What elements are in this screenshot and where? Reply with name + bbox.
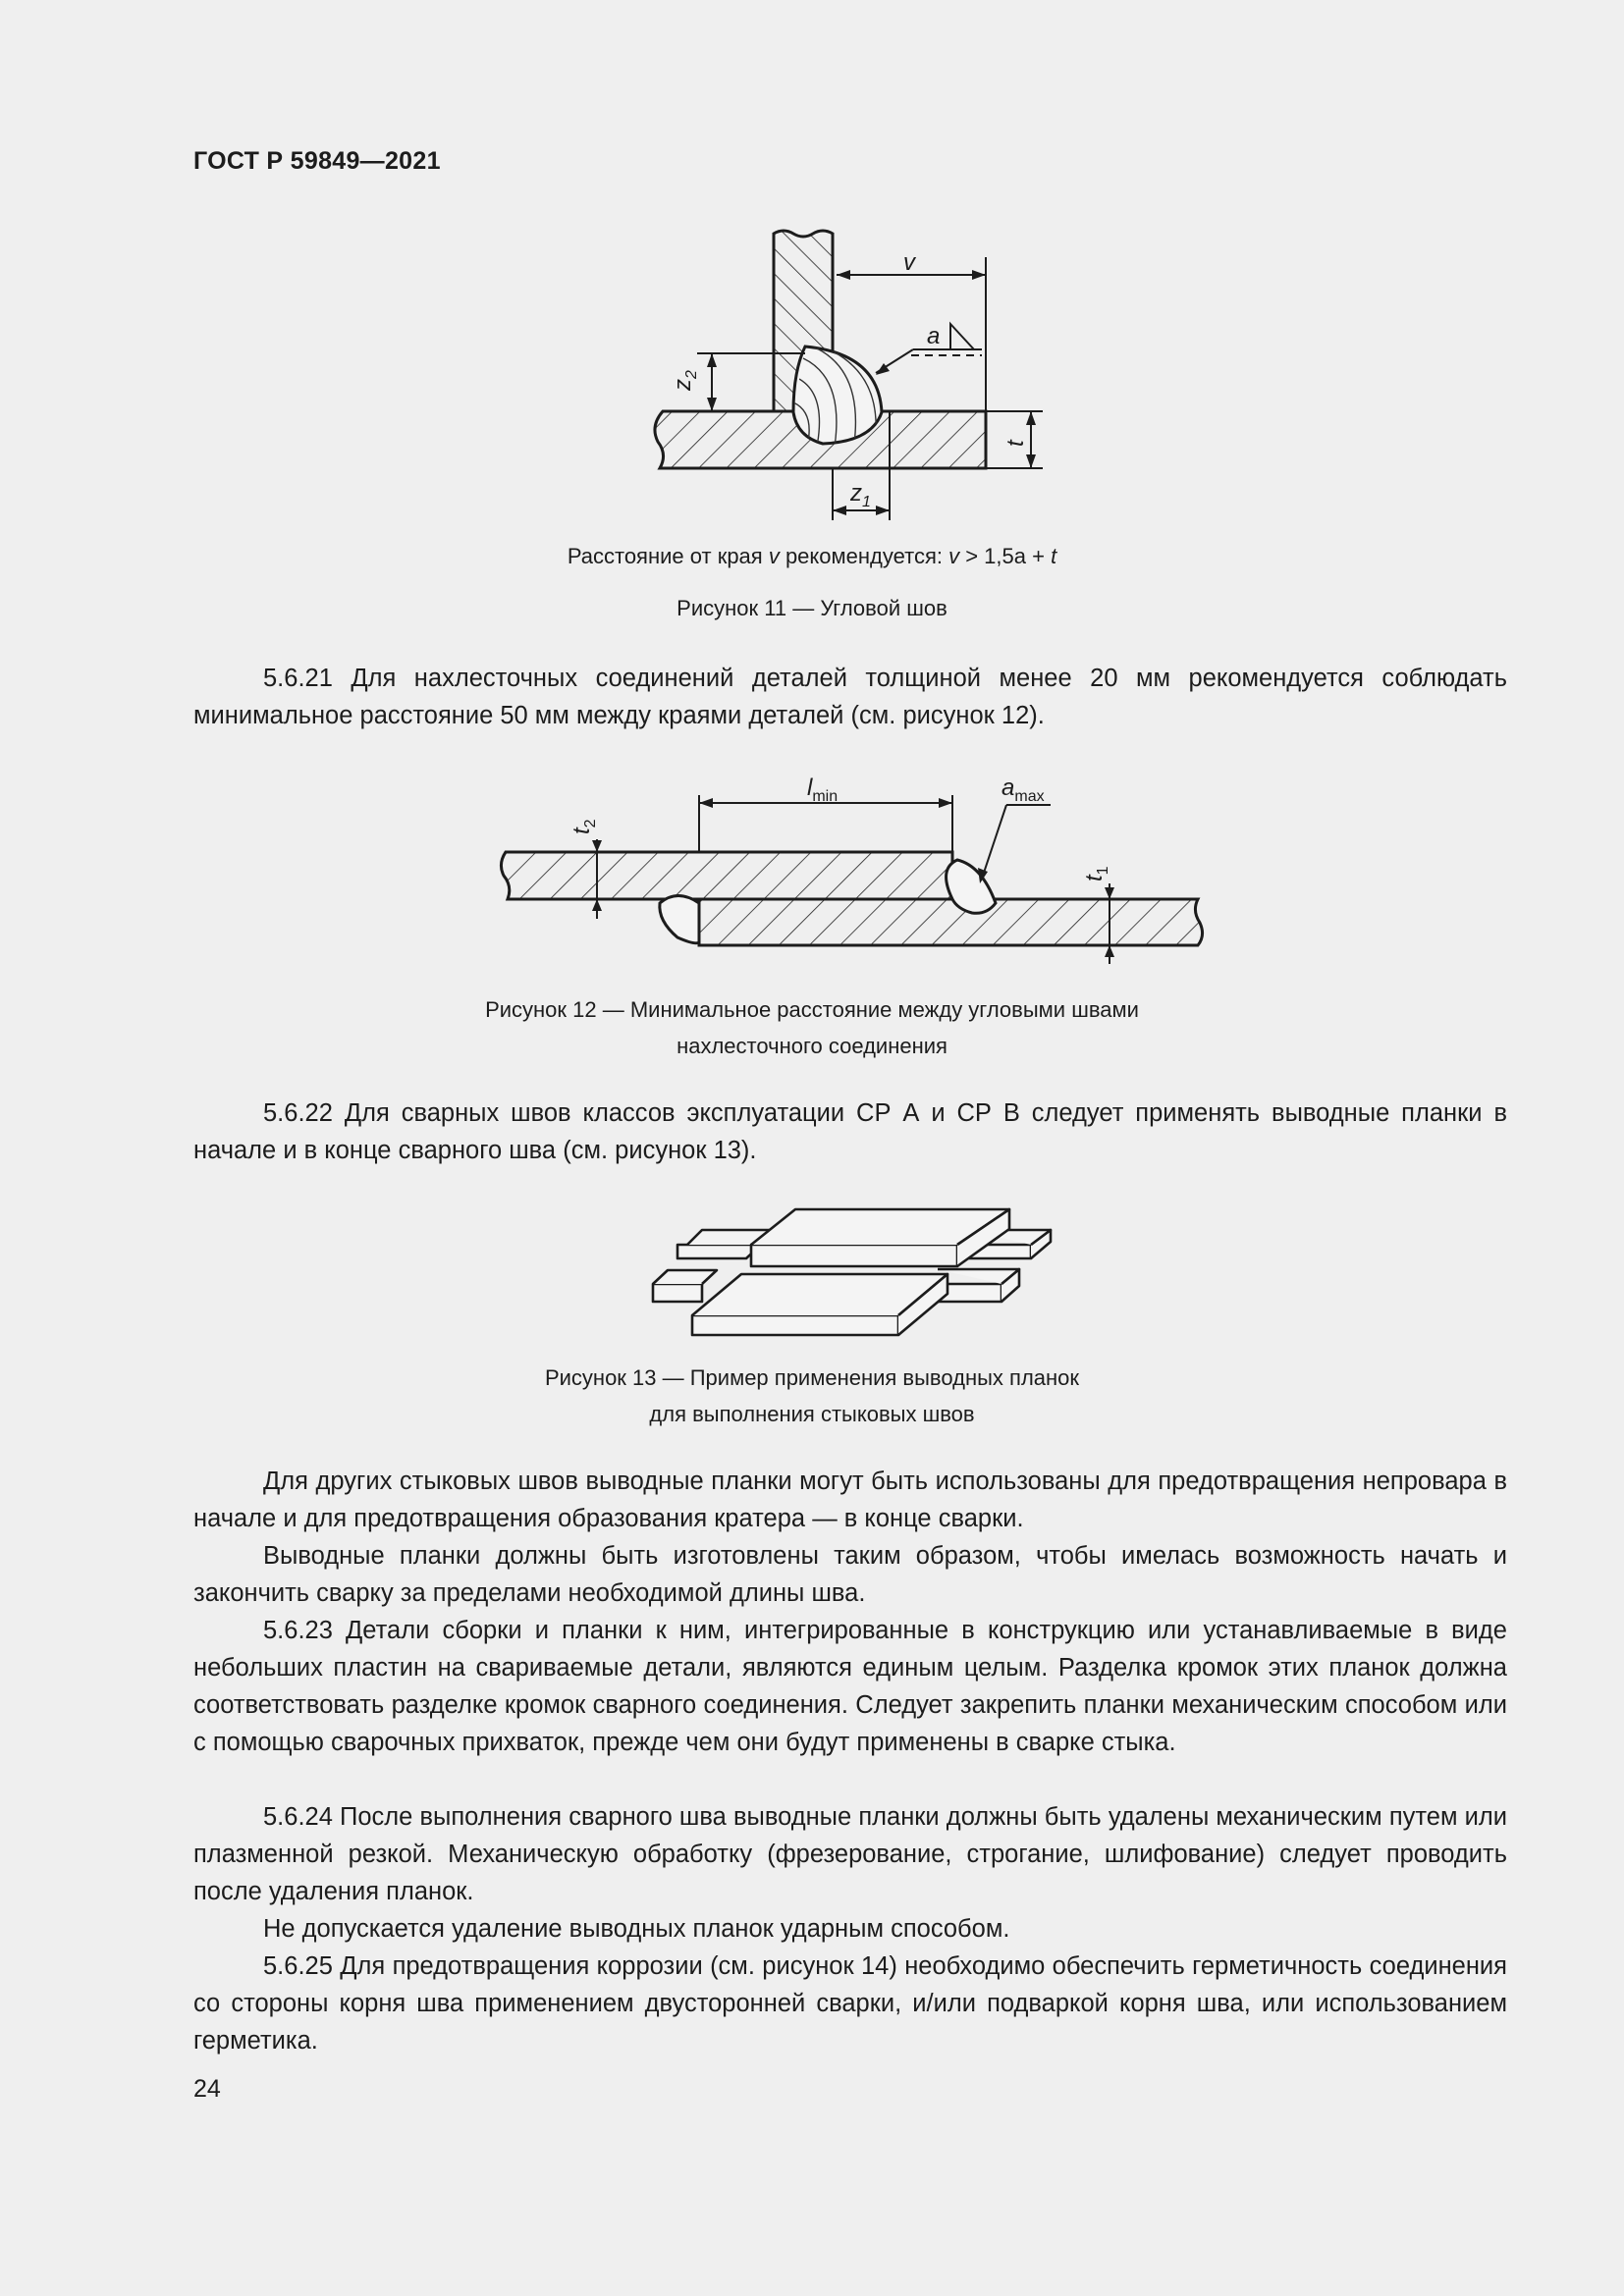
label-a: a [927,323,941,349]
figure-12-caption-line-1: Рисунок 12 — Минимальное расстояние между угловыми швами [485,997,1139,1022]
lower-plate [699,899,1203,945]
figure-12-caption-line-2: нахлесточного соединения [677,1034,947,1058]
weld-left [660,896,699,943]
lower-main-plate [692,1315,898,1335]
label-t: t [1002,440,1029,447]
figure-13-caption-line-1: Рисунок 13 — Пример применения выводных планок [544,1365,1080,1390]
label-t1: $t_1$ [1081,866,1111,881]
paragraph-5-6-24-note: Не допускается удаление выводных планок ударным способом. [263,1915,1010,1943]
label-z1: $z_1$ [850,480,871,510]
label-t2: $t_2$ [568,819,599,834]
label-v: v [903,249,915,276]
page-number: 24 [193,2075,221,2103]
paragraph-5-6-22: 5.6.22 Для сварных швов классов эксплуатации СР А и СР В следует применять выводные планки в начале и в конце сварного шва (см. рисунок 13). [193,1099,1507,1164]
figure-11-drawing [0,0,1624,550]
figure-13-drawing [0,1198,1624,1345]
figure-11-fillet-weld [0,0,1624,550]
label-z2: $z_2$ [670,370,700,391]
paragraph-5-6-24: 5.6.24 После выполнения сварного шва выводные планки должны быть удалены механическим путем или плазменной резкой. Механическую обработку (фрезерование, строгание, шлифование) следует проводить после удаления планок. [193,1803,1507,1905]
figure-12-drawing [0,746,1624,991]
weld-bead [793,347,882,444]
figure-11-caption: Рисунок 11 — Угловой шов [677,596,947,620]
paragraph-runoff-manufacture: Выводные планки должны быть изготовлены таким образом, чтобы имелась возможность начать и закончить сварку за пределами необходимой длины шва. [193,1542,1507,1607]
figure-11-note: Расстояние от края v рекомендуется: v > 1,5a + t [567,544,1057,568]
paragraph-runoff-other-welds: Для других стыковых швов выводные планки могут быть использованы для предотвращения непровара в начале и для предотвращения образования кратера — в конце сварки. [193,1468,1507,1532]
label-lmin: $l_{min}$ [807,774,839,805]
paragraph-5-6-21: 5.6.21 Для нахлесточных соединений деталей толщиной менее 20 мм рекомендуется соблюдать минимальное расстояние 50 мм между краями деталей (см. рисунок 12). [193,665,1507,729]
figure-13-caption-line-2: для выполнения стыковых швов [649,1402,975,1426]
figure-12-lap-joint [0,746,1624,991]
upper-plate [501,852,952,899]
figure-13-runoff-tabs [0,1198,1624,1345]
label-amax: $a_{max}$ [1001,774,1045,805]
upper-main-plate [751,1245,957,1266]
paragraph-5-6-23: 5.6.23 Детали сборки и планки к ним, интегрированные в конструкцию или устанавливаемые в виде небольших пластин на свариваемые детали, являются единым целым. Разделка кромок этих планок должна соответствовать разделке кромок сварного соединения. Следует закрепить планки механическим способом или с помощью сварочных прихваток, прежде чем они будут применены в сварке стыка. [193,1617,1507,1756]
paragraph-5-6-25: 5.6.25 Для предотвращения коррозии (см. рисунок 14) необходимо обеспечить герметичность соединения со стороны корня шва применением двусторонней сварки, и/или подваркой корня шва, или использованием герметика. [193,1952,1507,2055]
document-header: ГОСТ Р 59849—2021 [193,147,441,175]
